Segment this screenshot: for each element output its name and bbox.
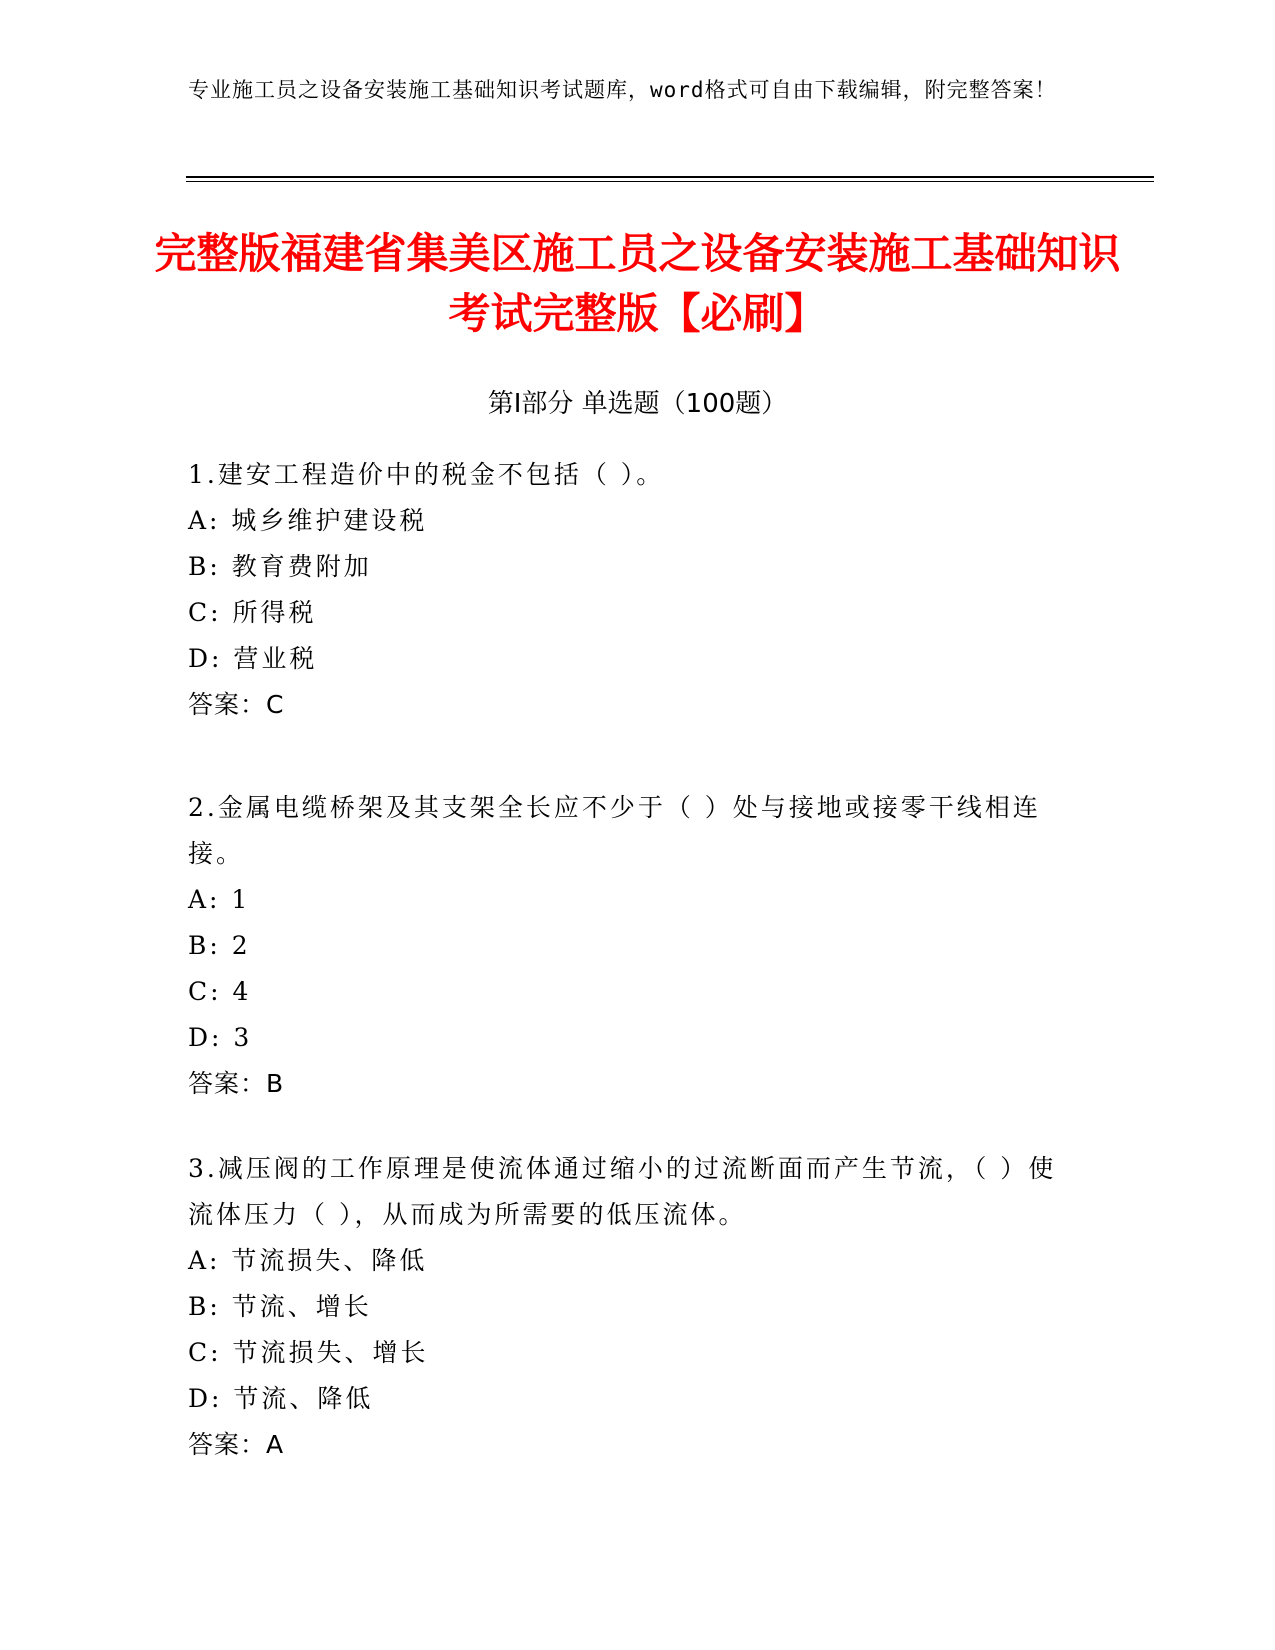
answer: 答案：A (188, 1430, 285, 1459)
option-c: C: 4 (188, 977, 252, 1006)
option-d: D: 3 (188, 1023, 253, 1052)
header-rule-thin (186, 181, 1154, 182)
document-title: 完整版福建省集美区施工员之设备安装施工基础知识考试完整版【必刷】 (154, 229, 1121, 338)
option-b: B: 2 (188, 931, 251, 960)
question-stem: 3.减压阀的工作原理是使流体通过缩小的过流断面而产生节流，（ ）使流体压力（ ），从而成为所需要的低压流体。 (188, 1154, 1057, 1229)
option-b: B: 教育费附加 (188, 552, 372, 581)
answer: 答案：C (188, 690, 285, 719)
option-b: B: 节流、增长 (188, 1292, 372, 1321)
header-note: 专业施工员之设备安装施工基础知识考试题库，word格式可自由下载编辑，附完整答案！ (188, 78, 1057, 102)
option-a: A: 1 (188, 885, 251, 914)
section-title: 第Ⅰ部分 单选题（100题） (487, 389, 788, 419)
question-stem: 1.建安工程造价中的税金不包括（ ）。 (188, 460, 665, 489)
option-a: A: 节流损失、降低 (188, 1246, 428, 1275)
answer: 答案：B (188, 1069, 285, 1098)
option-a: A: 城乡维护建设税 (188, 506, 428, 535)
question-1 (188, 452, 1078, 728)
question-stem: 2.金属电缆桥架及其支架全长应不少于（ ）处与接地或接零干线相连接。 (188, 793, 1041, 868)
question-3 (188, 1146, 1078, 1468)
option-c: C: 所得税 (188, 598, 317, 627)
question-2 (188, 785, 1078, 1107)
header-rule-thick (186, 176, 1154, 178)
option-d: D: 营业税 (188, 644, 318, 673)
option-c: C: 节流损失、增长 (188, 1338, 429, 1367)
option-d: D: 节流、降低 (188, 1384, 374, 1413)
